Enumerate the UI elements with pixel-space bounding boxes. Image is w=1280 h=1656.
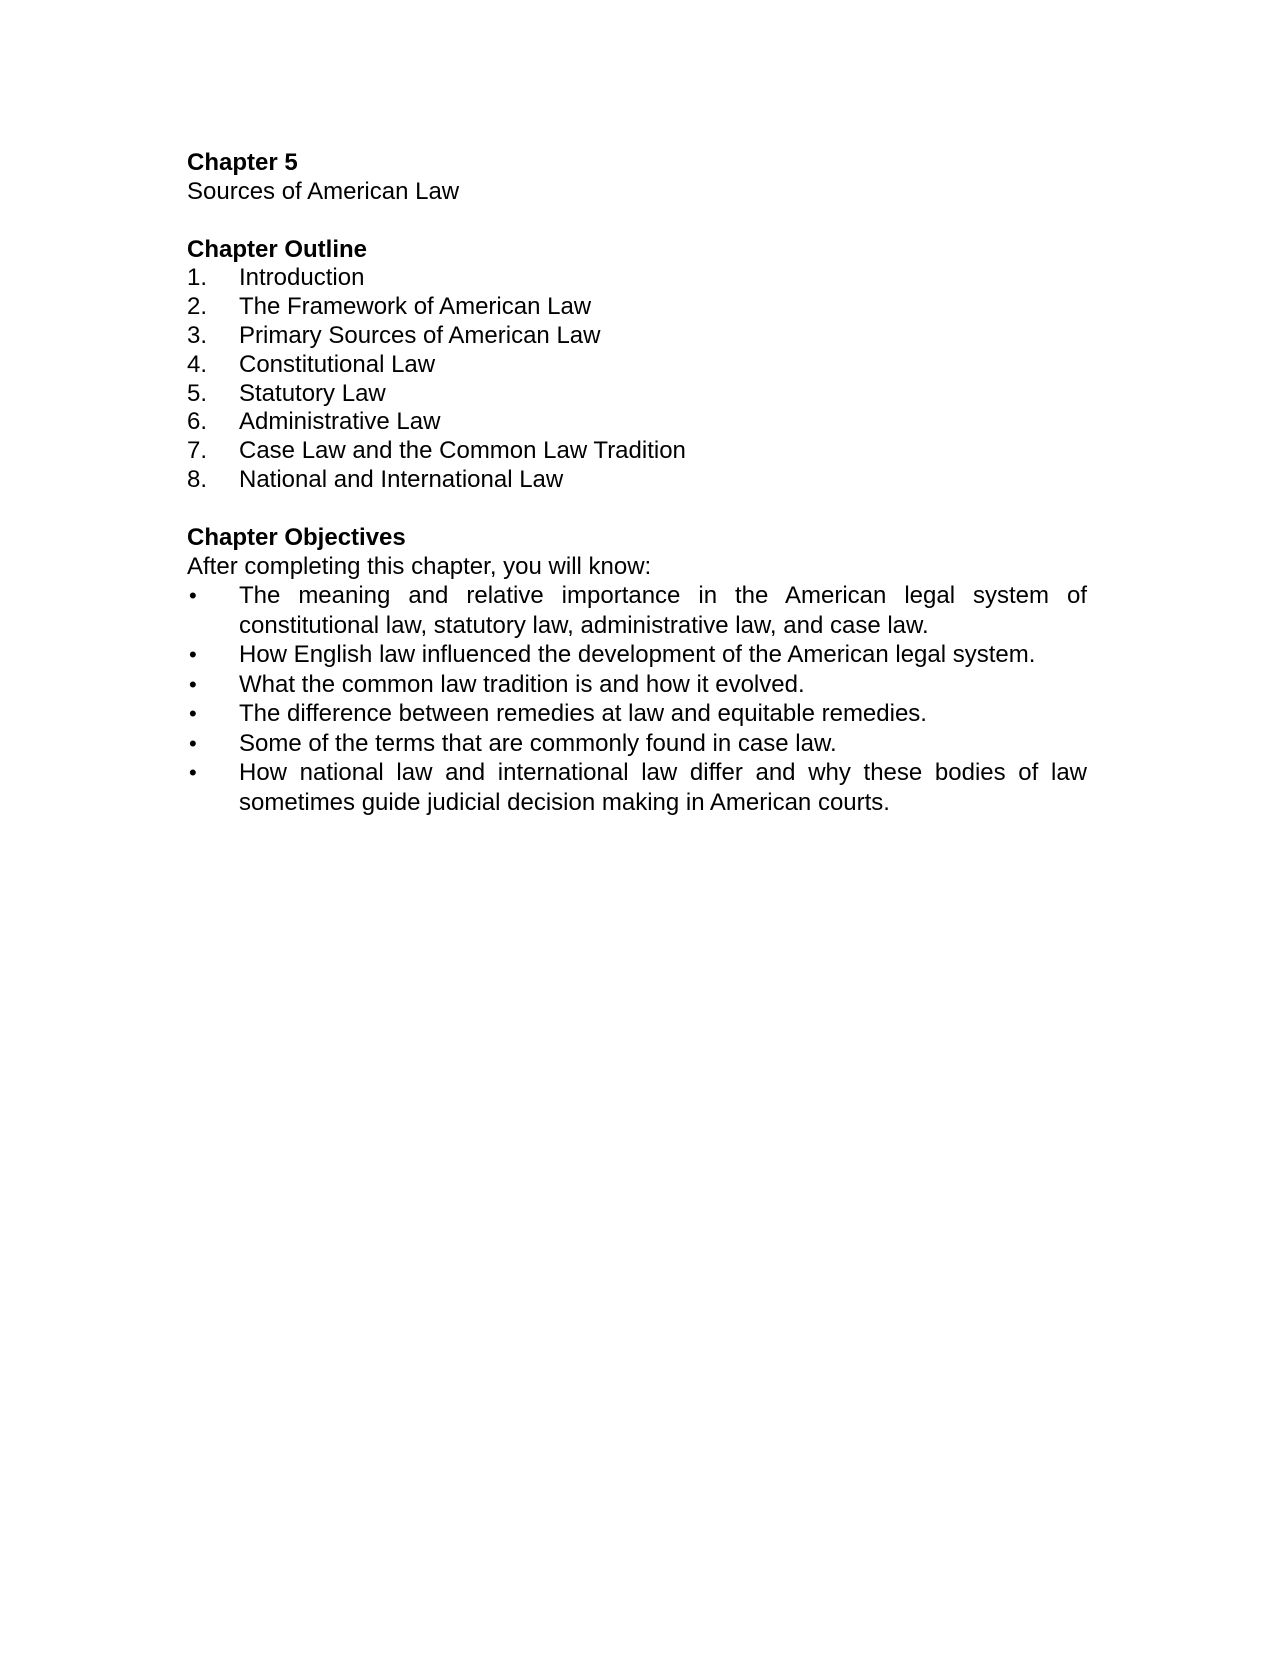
objective-item: [187, 581, 1087, 640]
document-page: [187, 149, 1087, 817]
outline-text: Constitutional Law: [239, 350, 436, 378]
objective-item: [187, 758, 1087, 817]
objective-text: The meaning and relative importance in the American legal system of constitutional law, statutory law, administrative law, and case law.: [239, 582, 1087, 639]
spacer: [187, 207, 1087, 236]
outline-text: Case Law and the Common Law Tradition: [239, 437, 686, 465]
outline-number: 4.: [187, 350, 208, 378]
chapter-label: Chapter 5: [187, 149, 298, 176]
bullet-icon: •: [189, 701, 197, 727]
outline-item: [187, 264, 1087, 293]
outline-number: 3.: [187, 321, 208, 349]
outline-number: 5.: [187, 379, 208, 407]
bullet-icon: •: [189, 760, 197, 786]
outline-text: National and International Law: [239, 465, 564, 493]
objective-text: The difference between remedies at law and equitable remedies.: [239, 700, 927, 728]
outline-text: Primary Sources of American Law: [239, 321, 601, 349]
outline-number: 7.: [187, 437, 208, 465]
objective-item: [187, 699, 1087, 729]
outline-item: [187, 322, 1087, 351]
objective-text: Some of the terms that are commonly found in case law.: [239, 729, 837, 757]
outline-number: 2.: [187, 293, 208, 321]
bullet-icon: •: [189, 642, 197, 668]
outline-heading: Chapter Outline: [187, 235, 368, 263]
outline-number: 1.: [187, 264, 208, 292]
outline-item: [187, 408, 1087, 437]
outline-text: Statutory Law: [239, 379, 386, 407]
objective-text: How national law and international law differ and why these bodies of law sometimes guide judicial decision making in American courts.: [239, 759, 1087, 816]
outline-item: [187, 293, 1087, 322]
outline-number: 8.: [187, 465, 208, 493]
bullet-icon: •: [189, 730, 197, 756]
objective-text: What the common law tradition is and how it evolved.: [239, 670, 805, 698]
objectives-list: [187, 581, 1087, 817]
outline-text: The Framework of American Law: [239, 293, 592, 321]
outline-item: [187, 351, 1087, 380]
outline-list: [187, 264, 1087, 494]
outline-item: [187, 437, 1087, 466]
objective-item: [187, 640, 1087, 670]
objectives-intro: After completing this chapter, you will know:: [187, 552, 652, 580]
outline-item: [187, 466, 1087, 495]
bullet-icon: •: [189, 583, 197, 609]
objective-item: [187, 670, 1087, 700]
spacer: [187, 495, 1087, 524]
objective-item: [187, 729, 1087, 759]
outline-number: 6.: [187, 408, 208, 436]
objective-text: How English law influenced the development of the American legal system.: [239, 641, 1036, 669]
objectives-heading: Chapter Objectives: [187, 523, 406, 551]
outline-text: Administrative Law: [239, 408, 441, 436]
chapter-title: Sources of American Law: [187, 177, 460, 205]
outline-item: [187, 380, 1087, 409]
bullet-icon: •: [189, 671, 197, 697]
outline-text: Introduction: [239, 264, 365, 292]
